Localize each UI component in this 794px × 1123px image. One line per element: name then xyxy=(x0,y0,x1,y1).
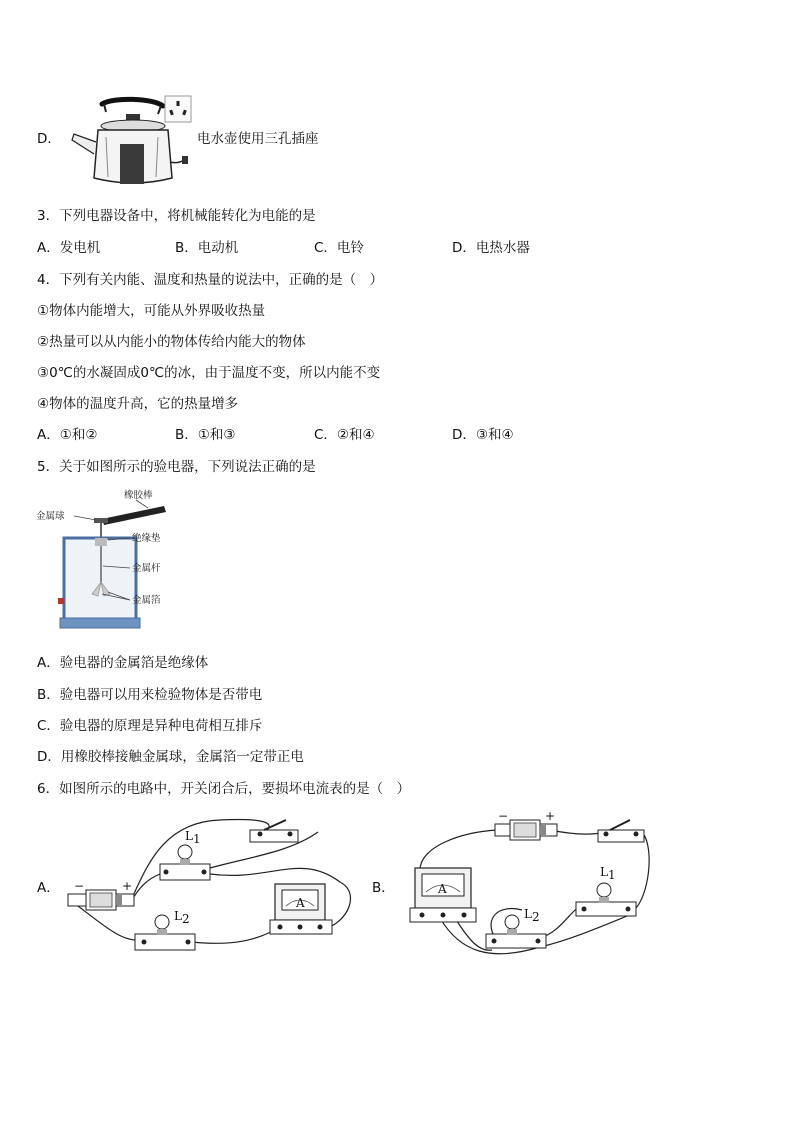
q4-statement-4: ④物体的温度升高，它的热量增多 xyxy=(37,396,239,412)
q4-statement-1: ①物体内能增大，可能从外界吸收热量 xyxy=(37,303,266,319)
q3-stem: 3．下列电器设备中，将机械能转化为电能的是 xyxy=(37,208,316,224)
q6-option-a[interactable]: A． xyxy=(37,880,60,896)
ammeter-a-symbol: A xyxy=(296,896,305,910)
q4-option-a[interactable]: A．①和② xyxy=(37,427,98,443)
q5-stem: 5．关于如图所示的验电器，下列说法正确的是 xyxy=(37,459,316,475)
ammeter-b-symbol: A xyxy=(438,882,447,896)
lamp-a-l2-label: L xyxy=(174,909,182,923)
lamp-b-l2-label: L xyxy=(524,907,532,921)
q3-option-a[interactable]: A．发电机 xyxy=(37,240,101,256)
lamp-b-l1-sub: 1 xyxy=(608,868,616,882)
q3-option-b[interactable]: B．电动机 xyxy=(175,240,239,256)
label-rubber-rod: 橡胶棒 xyxy=(124,490,153,501)
q5-option-a[interactable]: A．验电器的金属箔是绝缘体 xyxy=(37,655,209,671)
battery-b-plus: + xyxy=(545,809,556,823)
q5-option-c[interactable]: C．验电器的原理是异种电荷相互排斥 xyxy=(37,718,263,734)
circuit-a-figure xyxy=(60,812,360,962)
q6-stem: 6．如图所示的电路中，开关闭合后，要损坏电流表的是（ ） xyxy=(37,781,411,797)
label-metal-rod: 金属杆 xyxy=(132,563,161,574)
lamp-b-l1-label: L xyxy=(600,865,608,879)
electroscope-figure xyxy=(36,486,206,631)
lamp-b-l2-sub: 2 xyxy=(532,910,540,924)
q4-statement-3: ③0℃的水凝固成0℃的冰，由于温度不变，所以内能不变 xyxy=(37,365,381,381)
lamp-a-l1-sub: 1 xyxy=(193,832,201,846)
battery-a-plus: + xyxy=(122,879,133,893)
three-hole-socket-icon xyxy=(164,95,192,123)
q2-option-d-caption: 电水壶使用三孔插座 xyxy=(197,131,319,147)
q6-option-b[interactable]: B． xyxy=(372,880,395,896)
battery-a-minus: − xyxy=(74,879,85,893)
q4-option-c[interactable]: C．②和④ xyxy=(314,427,375,443)
circuit-b-figure xyxy=(400,809,660,962)
q3-option-d[interactable]: D．电热水器 xyxy=(452,240,530,256)
battery-b-minus: − xyxy=(498,809,509,823)
label-metal-ball: 金属球 xyxy=(36,511,65,522)
lamp-a-l1-label: L xyxy=(185,829,193,843)
q4-option-d[interactable]: D．③和④ xyxy=(452,427,514,443)
label-insulating-pad: 绝缘垫 xyxy=(132,533,161,544)
q2-option-d-letter: D． xyxy=(37,131,61,147)
lamp-a-l2-sub: 2 xyxy=(182,912,190,926)
q4-stem: 4．下列有关内能、温度和热量的说法中，正确的是（ ） xyxy=(37,272,384,288)
q5-option-d[interactable]: D．用橡胶棒接触金属球，金属箔一定带正电 xyxy=(37,749,304,765)
q5-option-b[interactable]: B．验电器可以用来检验物体是否带电 xyxy=(37,687,263,703)
q4-option-b[interactable]: B．①和③ xyxy=(175,427,236,443)
q4-statement-2: ②热量可以从内能小的物体传给内能大的物体 xyxy=(37,334,306,350)
label-metal-foil: 金属箔 xyxy=(132,595,161,606)
q3-option-c[interactable]: C．电铃 xyxy=(314,240,364,256)
